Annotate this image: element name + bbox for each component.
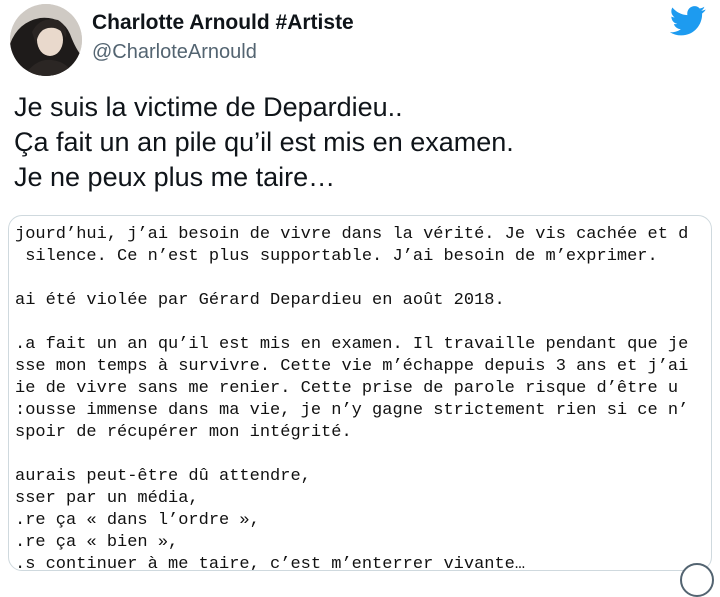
tweet-header	[0, 0, 720, 80]
letter-line: sse mon temps à survivre. Cette vie m’échappe depuis 3 ans et j’ai	[15, 357, 689, 376]
tweet-text	[14, 90, 704, 195]
tweet-line: Ça fait un an pile qu’il est mis en examen.	[14, 127, 514, 157]
twitter-bird-icon[interactable]	[670, 6, 706, 36]
author-block[interactable]	[92, 10, 354, 65]
letter-line: .s continuer à me taire, c’est m’enterrer vivante…	[15, 555, 526, 571]
letter-text	[15, 224, 711, 571]
user-handle[interactable]: @CharloteArnould	[92, 41, 257, 63]
letter-line: sser par un média,	[15, 489, 199, 508]
letter-line: .a fait un an qu’il est mis en examen. Il travaille pendant que je	[15, 335, 689, 354]
letter-line	[15, 312, 711, 334]
letter-line: silence. Ce n’est plus supportable. J’ai besoin de m’exprimer.	[15, 247, 658, 266]
display-name[interactable]: Charlotte Arnould #Artiste	[92, 11, 354, 34]
info-icon[interactable]	[680, 563, 714, 597]
avatar[interactable]	[10, 4, 82, 76]
letter-line: ie de vivre sans me renier. Cette prise de parole risque d’être u	[15, 379, 679, 398]
profile-photo-icon	[10, 4, 82, 76]
letter-line: spoir de récupérer mon intégrité.	[15, 423, 352, 442]
tweet-line: Je ne peux plus me taire…	[14, 162, 336, 192]
letter-line: :ousse immense dans ma vie, je n’y gagne strictement rien si ce n’	[15, 401, 689, 420]
letter-line: ai été violée par Gérard Depardieu en août 2018.	[15, 291, 505, 310]
letter-line	[15, 444, 711, 466]
attached-image[interactable]	[8, 215, 712, 571]
letter-line: .re ça « dans l’ordre »,	[15, 511, 260, 530]
letter-line: jourd’hui, j’ai besoin de vivre dans la vérité. Je vis cachée et d	[15, 225, 689, 244]
tweet-line: Je suis la victime de Depardieu..	[14, 92, 403, 122]
letter-line: .re ça « bien »,	[15, 533, 179, 552]
letter-line: aurais peut-être dû attendre,	[15, 467, 311, 486]
letter-line	[15, 268, 711, 290]
